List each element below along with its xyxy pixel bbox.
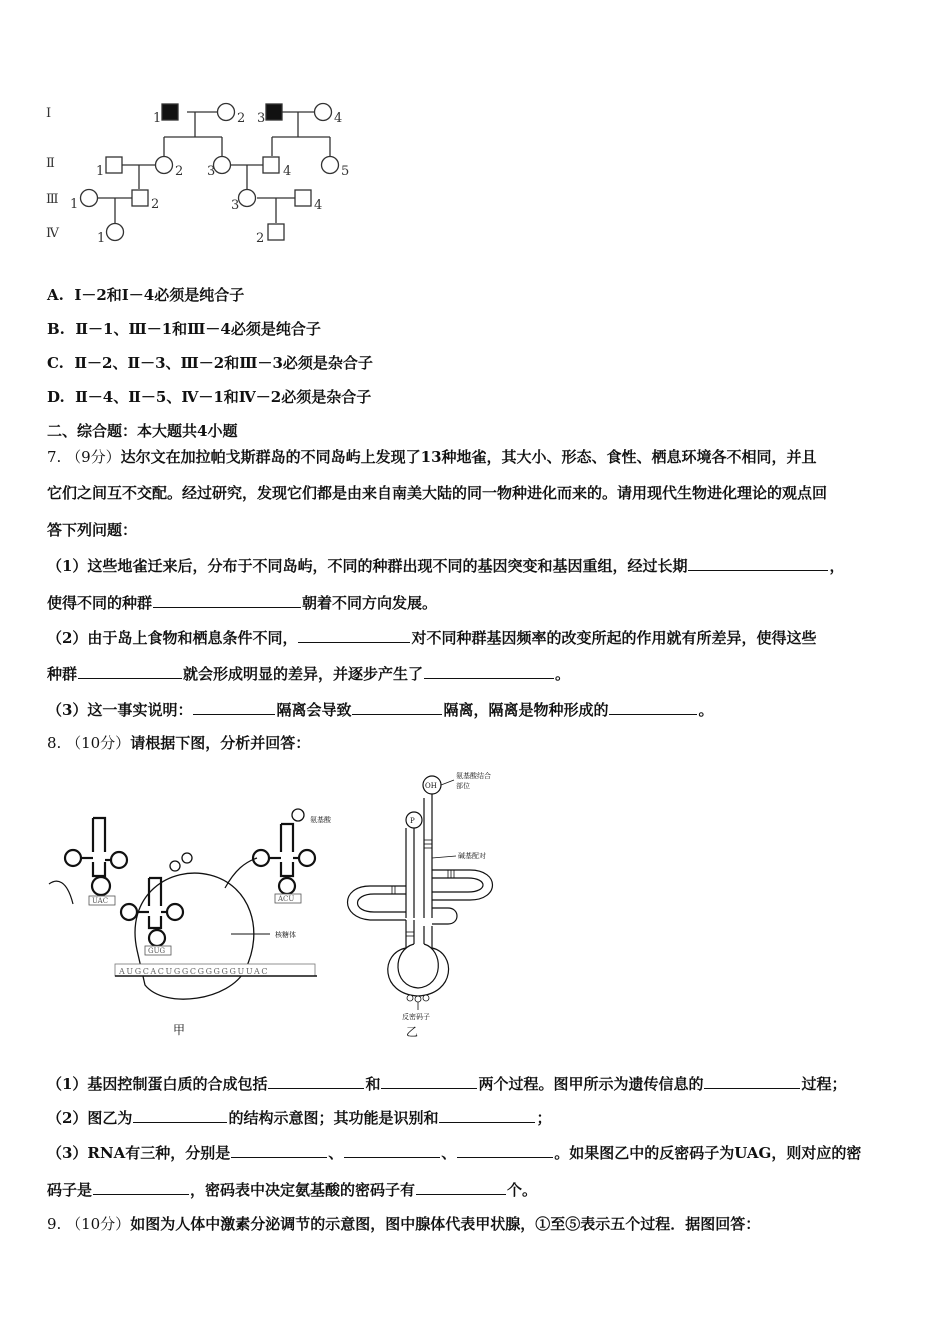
pedigree-II-4 [263, 157, 279, 173]
gen-label-3: Ⅲ [46, 192, 59, 207]
q6-option-b-text: Ⅱ－1、Ⅲ－1和Ⅲ－4必须是纯合子 [75, 320, 321, 338]
q9-number: 9. [47, 1215, 62, 1233]
q7-part1-line2 [47, 592, 437, 613]
q7-stem-line1 [47, 447, 817, 467]
q8-blank-6[interactable] [231, 1142, 327, 1158]
pedigree-III-4 [295, 190, 311, 206]
q6-option-a[interactable] [47, 285, 244, 305]
pedigree-II-1 [106, 157, 122, 173]
q7-stem-line3: 答下列问题： [47, 521, 138, 539]
q8-p1-text-c: 两个过程。图甲所示为遗传信息的 [478, 1075, 704, 1093]
q7-p3-text-b: 隔离会导致 [276, 701, 352, 719]
q8-blank-7[interactable] [344, 1142, 440, 1158]
q8-p3-text-b: 、 [328, 1144, 344, 1162]
q7-blank-6[interactable] [193, 699, 275, 715]
pedigree-label-III-4: 4 [314, 198, 323, 213]
q7-p1-text-c: 使得不同的种群 [47, 594, 153, 612]
pedigree-label-II-5: 5 [341, 164, 350, 179]
q7-part2-line1 [47, 627, 816, 648]
q8-part2 [47, 1107, 551, 1128]
q8-p3-text-a: （3）RNA有三种，分别是 [47, 1144, 231, 1162]
q6-option-c-text: Ⅱ－2、Ⅱ－3、Ⅲ－2和Ⅲ－3必须是杂合子 [74, 354, 373, 372]
q7-blank-7[interactable] [352, 699, 442, 715]
q8-stem-text: 请根据下图，分析并回答： [130, 734, 311, 752]
gen-label-4: Ⅳ [46, 226, 59, 241]
pedigree-chart [40, 95, 370, 255]
q7-part1-line1 [47, 555, 844, 576]
q9-stem-text: 如图为人体中激素分泌调节的示意图，图中腺体代表甲状腺，①至⑤表示五个过程．据图回答： [130, 1215, 761, 1233]
pedigree-III-3 [239, 190, 256, 207]
q7-blank-4[interactable] [78, 663, 182, 679]
figure-yi-caption: 乙 [406, 1025, 419, 1039]
q7-p2-text-d: 就会形成明显的差异，并逐步产生了 [183, 665, 424, 683]
q8-part1 [47, 1073, 847, 1094]
amino-acid-label: 氨基酸 [310, 816, 331, 824]
q9-stem [47, 1214, 760, 1234]
q8-blank-4[interactable] [133, 1107, 227, 1123]
pedigree-II-2 [156, 157, 173, 174]
pedigree-label-IV-2: 2 [256, 231, 265, 246]
pedigree-label-II-1: 1 [96, 164, 105, 179]
q7-p2-text-e: 。 [555, 665, 571, 683]
q8-part3-line1 [47, 1142, 861, 1163]
pedigree-label-III-3: 3 [231, 198, 240, 213]
q6-option-c-label: C. [47, 354, 64, 372]
ribosome [135, 873, 254, 999]
pedigree-label-III-2: 2 [151, 197, 160, 212]
q7-blank-5[interactable] [424, 663, 554, 679]
figure-yi-trna [330, 768, 520, 1040]
aa-site-label-2: 部位 [456, 782, 470, 790]
q7-blank-1[interactable] [688, 555, 828, 571]
pedigree-label-III-1: 1 [70, 197, 79, 212]
pedigree-IV-2 [268, 224, 284, 240]
pedigree-III-2 [132, 190, 148, 206]
q7-part2-line2 [47, 663, 570, 684]
pedigree-label-I-1: 1 [153, 111, 162, 126]
q6-option-a-label: A. [47, 286, 64, 304]
q7-p1-text-b: ， [829, 557, 845, 575]
q7-blank-3[interactable] [298, 627, 410, 643]
gen-label-1: Ⅰ [46, 106, 52, 121]
figure-jia-translation [45, 800, 345, 1040]
pedigree-I-2 [218, 104, 235, 121]
q7-score: （9分） [66, 448, 121, 466]
q6-option-d-label: D. [47, 388, 65, 406]
anticodon-middle: GUG [148, 947, 166, 955]
q8-number: 8. [47, 734, 62, 752]
q9-score: （10分） [66, 1215, 131, 1233]
mrna-sequence: AUGCACUGGCGGGGGUUAC [119, 967, 270, 976]
q8-p2-text-b: 的结构示意图；其功能是识别和 [228, 1109, 439, 1127]
pedigree-IV-1 [107, 224, 124, 241]
q7-p2-text-c: 种群 [47, 665, 78, 683]
q6-option-d-text: Ⅱ－4、Ⅱ－5、Ⅳ－1和Ⅳ－2必须是杂合子 [75, 388, 372, 406]
q8-blank-1[interactable] [268, 1073, 364, 1089]
q7-p3-text-a: （3）这一事实说明： [47, 701, 193, 719]
q7-blank-8[interactable] [609, 699, 697, 715]
pedigree-I-3 [266, 104, 282, 120]
q8-p3-text-d: 。如果图乙中的反密码子为UAG，则对应的密 [554, 1144, 862, 1162]
q6-option-d[interactable] [47, 387, 371, 407]
pedigree-label-I-2: 2 [237, 111, 246, 126]
pedigree-II-3 [214, 157, 231, 174]
pedigree-I-4 [315, 104, 332, 121]
q8-p2-text-a: （2）图乙为 [47, 1109, 133, 1127]
q7-stem-line2: 它们之间互不交配。经过研究，发现它们都是由来自南美大陆的同一物种进化而来的。请用现代生物进化理论的观点回 [47, 484, 828, 502]
q8-blank-10[interactable] [416, 1179, 506, 1195]
anticodon-left: UAC [92, 897, 109, 905]
q8-p1-text-d: 过程； [801, 1075, 847, 1093]
q7-blank-2[interactable] [153, 592, 301, 608]
pedigree-III-1 [81, 190, 98, 207]
q7-stem-1: 达尔文在加拉帕戈斯群岛的不同岛屿上发现了13种地雀，其大小、形态、食性、栖息环境各不相同，并且 [120, 448, 817, 466]
p-label: P [410, 817, 415, 825]
oh-label: OH [425, 782, 437, 790]
q8-p3-text-f: ，密码表中决定氨基酸的密码子有 [190, 1181, 416, 1199]
q8-blank-5[interactable] [439, 1107, 535, 1123]
pedigree-label-IV-1: 1 [97, 231, 106, 246]
base-pair-label: 碱基配对 [458, 852, 486, 860]
q7-number: 7. [47, 448, 62, 466]
pedigree-label-II-4: 4 [283, 164, 292, 179]
q6-option-c[interactable] [47, 353, 373, 373]
pedigree-label-I-3: 3 [257, 111, 266, 126]
q8-p1-text-a: （1）基因控制蛋白质的合成包括 [47, 1075, 268, 1093]
q6-option-b-label: B. [47, 320, 65, 338]
q6-option-b[interactable] [47, 319, 321, 339]
q8-p3-text-c: 、 [441, 1144, 457, 1162]
q7-p3-text-d: 。 [698, 701, 714, 719]
q8-p3-text-e: 码子是 [47, 1181, 93, 1199]
anticodon-right: ACU [278, 895, 295, 903]
q8-blank-8[interactable] [457, 1142, 553, 1158]
figure-jia-caption: 甲 [173, 1023, 186, 1037]
q8-p1-text-b: 和 [365, 1075, 381, 1093]
aa-site-label-1: 氨基酸结合 [456, 772, 491, 780]
q7-p2-text-b: 对不同种群基因频率的改变所起的作用就有所差异，使得这些 [411, 629, 817, 647]
q7-p3-text-c: 隔离，隔离是物种形成的 [443, 701, 609, 719]
q7-p2-text-a: （2）由于岛上食物和栖息条件不同， [47, 629, 298, 647]
q7-part3 [47, 699, 714, 720]
pedigree-label-II-3: 3 [207, 164, 216, 179]
q8-blank-2[interactable] [381, 1073, 477, 1089]
pedigree-label-I-4: 4 [334, 111, 343, 126]
q8-blank-9[interactable] [93, 1179, 189, 1195]
q8-p2-text-c: ； [536, 1109, 552, 1127]
pedigree-II-5 [322, 157, 339, 174]
gen-label-2: Ⅱ [46, 156, 55, 171]
ribosome-label: 核糖体 [275, 931, 296, 939]
q8-blank-3[interactable] [704, 1073, 800, 1089]
q6-option-a-text: Ⅰ－2和Ⅰ－4必须是纯合子 [74, 286, 245, 304]
q8-p3-text-g: 个。 [507, 1181, 538, 1199]
pedigree-label-II-2: 2 [175, 164, 184, 179]
q8-stem [47, 733, 310, 753]
pedigree-I-1 [162, 104, 178, 120]
section2-heading: 二、综合题：本大题共4小题 [47, 422, 238, 440]
q8-part3-line2 [47, 1179, 537, 1200]
q7-p1-text-d: 朝着不同方向发展。 [302, 594, 438, 612]
q8-score: （10分） [66, 734, 131, 752]
q7-p1-text-a: （1）这些地雀迁来后，分布于不同岛屿，不同的种群出现不同的基因突变和基因重组，经过长期 [47, 557, 688, 575]
anticodon-label: 反密码子 [402, 1013, 430, 1021]
